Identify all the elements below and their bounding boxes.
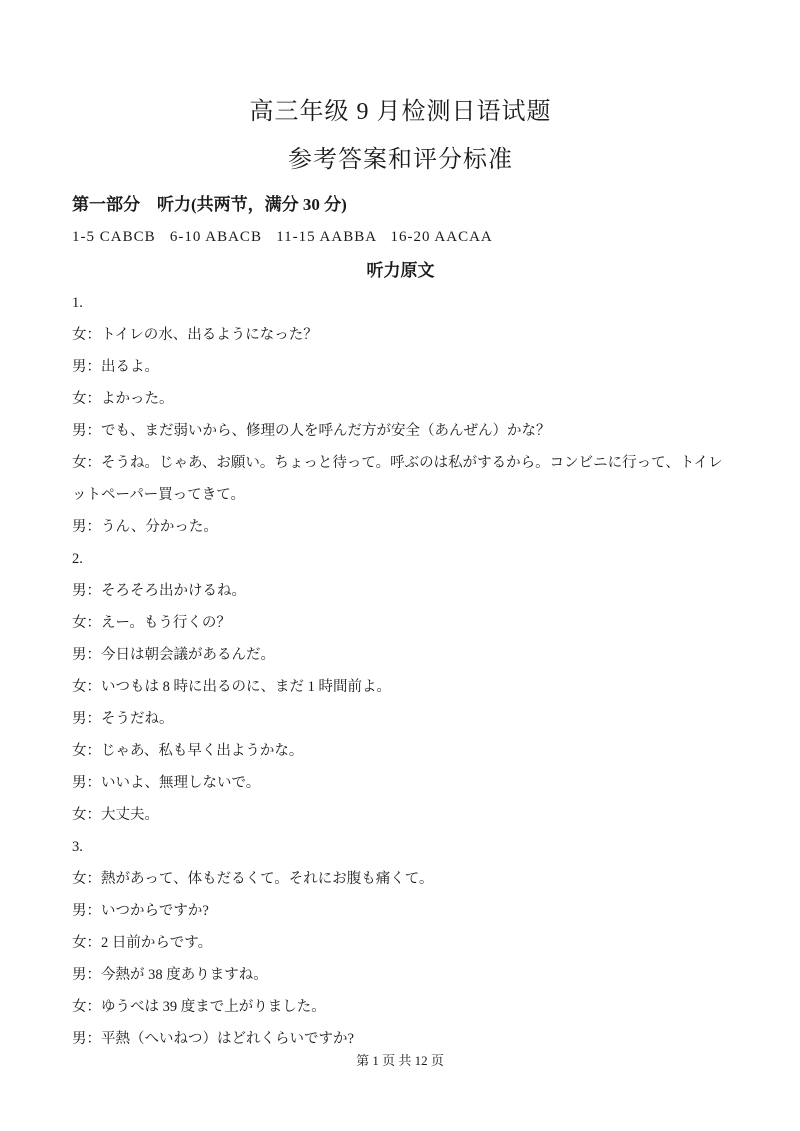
transcript-line: 女：熱があって、体もだるくて。それにお腹も痛くて。 [72,871,434,887]
transcript-heading: 听力原文 [366,261,435,280]
listening-answer-key: 1-5 CABCB 6-10 ABACB 11-15 AABBA 16-20 AACAA [72,229,493,245]
page-number-footer: 第 1 页 共 12 页 [356,1053,444,1068]
transcript-line: 男：うん、分かった。 [72,519,218,535]
listening-transcript [72,287,729,1055]
document-title: 高三年级 9 月检测日语试题 [249,99,552,125]
transcript-line: 男：そうだね。 [72,711,174,727]
transcript-line: 女：いつもは 8 時に出るのに、まだ 1 時間前よ。 [72,679,391,695]
dialogue-number: 2. [72,551,83,567]
transcript-line: 女：よかった。 [72,391,174,407]
transcript-line: 女：ゆうべは 39 度まで上がりました。 [72,999,326,1015]
transcript-line: 男：今日は朝会議があるんだ。 [72,647,275,663]
transcript-line: 男：いいよ、無理しないで。 [72,775,261,791]
transcript-line: 女：2 日前からです。 [72,935,213,951]
transcript-line: 女：えー。もう行くの？ [72,615,231,631]
transcript-line: 男：いつからですか? [72,903,209,919]
dialogue-number: 1. [72,295,83,311]
transcript-line: 女：そうね。じゃあ、お願い。ちょっと待って。呼ぶのは私がするから。コンビニに行って、トイレットペーパー買ってきて。 [72,455,723,503]
transcript-line: 女：大丈夫。 [72,807,159,823]
transcript-line: 女：じゃあ、私も早く出ようかな。 [72,743,304,759]
transcript-line: 女：トイレの水、出るようになった？ [72,327,318,343]
document-subtitle: 参考答案和评分标准 [288,147,513,173]
transcript-line: 男：でも、まだ弱いから、修理の人を呼んだ方が安全（あんぜん）かな？ [72,423,551,439]
transcript-line: 男：今熱が 38 度ありますね。 [72,967,268,983]
transcript-line: 男：平熱（へいねつ）はどれくらいですか? [72,1031,354,1047]
transcript-line: 男：出るよ。 [72,359,159,375]
dialogue-number: 3. [72,839,83,855]
transcript-line: 男：そろそろ出かけるね。 [72,583,246,599]
section-1-heading: 第一部分 听力(共两节，满分 30 分) [72,195,347,214]
